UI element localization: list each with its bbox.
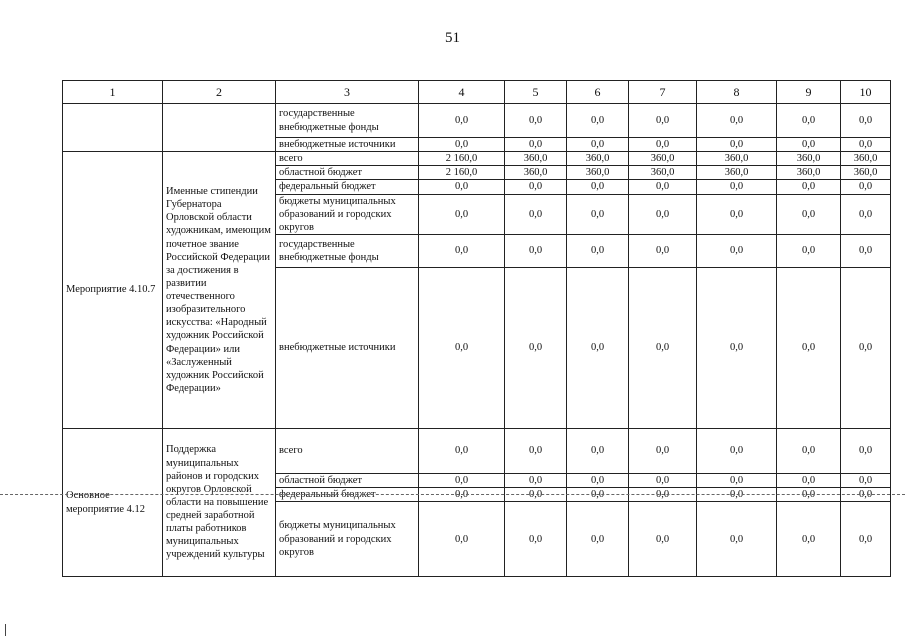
scan-margin-mark — [5, 624, 6, 636]
header-cell: 9 — [777, 81, 841, 104]
table-row — [63, 104, 891, 138]
header-cell: 3 — [276, 81, 419, 104]
value-cell: 0,0 — [841, 180, 891, 194]
value-cell: 0,0 — [419, 138, 505, 152]
value-cell: 0,0 — [629, 180, 697, 194]
source-cell: областной бюджет — [276, 166, 419, 180]
value-cell: 0,0 — [419, 502, 505, 577]
table-row — [63, 152, 891, 166]
value-cell: 0,0 — [629, 473, 697, 487]
value-cell: 0,0 — [841, 267, 891, 428]
header-cell: 8 — [697, 81, 777, 104]
value-cell: 0,0 — [777, 194, 841, 234]
value-cell: 0,0 — [777, 138, 841, 152]
header-cell: 10 — [841, 81, 891, 104]
value-cell: 0,0 — [567, 473, 629, 487]
value-cell: 0,0 — [419, 267, 505, 428]
header-cell: 7 — [629, 81, 697, 104]
source-cell: всего — [276, 152, 419, 166]
header-row — [63, 81, 891, 104]
value-cell: 0,0 — [567, 104, 629, 138]
header-cell: 6 — [567, 81, 629, 104]
value-cell: 360,0 — [841, 166, 891, 180]
value-cell: 360,0 — [841, 152, 891, 166]
page-number: 51 — [445, 30, 460, 46]
value-cell: 0,0 — [697, 234, 777, 267]
empty-name-cell — [163, 104, 276, 152]
value-cell: 0,0 — [629, 502, 697, 577]
source-cell: всего — [276, 428, 419, 473]
event-name: Поддержка муниципальных районов и городских округов Орловской области на повышение средней заработной платы работников муниципальных учреждений культуры — [163, 428, 276, 576]
scan-fold-line — [0, 494, 905, 495]
source-cell: федеральный бюджет — [276, 180, 419, 194]
value-cell: 0,0 — [419, 104, 505, 138]
value-cell: 0,0 — [777, 180, 841, 194]
value-cell: 0,0 — [505, 473, 567, 487]
value-cell: 0,0 — [505, 104, 567, 138]
value-cell: 2 160,0 — [419, 166, 505, 180]
value-cell: 0,0 — [777, 428, 841, 473]
value-cell: 0,0 — [697, 194, 777, 234]
value-cell: 0,0 — [697, 473, 777, 487]
value-cell: 0,0 — [697, 180, 777, 194]
value-cell: 0,0 — [777, 473, 841, 487]
value-cell: 0,0 — [505, 234, 567, 267]
empty-code-cell — [63, 104, 163, 152]
source-cell: бюджеты муниципальных образований и городских округов — [276, 194, 419, 234]
value-cell: 0,0 — [841, 194, 891, 234]
value-cell: 0,0 — [567, 194, 629, 234]
value-cell: 0,0 — [841, 104, 891, 138]
value-cell: 0,0 — [505, 138, 567, 152]
value-cell: 360,0 — [505, 166, 567, 180]
value-cell: 0,0 — [567, 234, 629, 267]
value-cell: 0,0 — [629, 194, 697, 234]
value-cell: 0,0 — [629, 267, 697, 428]
table-row — [63, 428, 891, 473]
value-cell: 360,0 — [697, 152, 777, 166]
value-cell: 0,0 — [777, 234, 841, 267]
budget-table — [62, 80, 891, 577]
value-cell: 0,0 — [841, 428, 891, 473]
value-cell: 0,0 — [777, 502, 841, 577]
value-cell: 0,0 — [419, 473, 505, 487]
value-cell: 0,0 — [697, 267, 777, 428]
value-cell: 0,0 — [505, 428, 567, 473]
value-cell: 360,0 — [629, 152, 697, 166]
value-cell: 360,0 — [697, 166, 777, 180]
event-code: Основное мероприятие 4.12 — [63, 428, 163, 576]
value-cell: 0,0 — [697, 502, 777, 577]
value-cell: 360,0 — [777, 152, 841, 166]
value-cell: 0,0 — [697, 488, 777, 502]
value-cell: 0,0 — [697, 138, 777, 152]
value-cell: 0,0 — [419, 234, 505, 267]
value-cell: 0,0 — [419, 488, 505, 502]
value-cell: 360,0 — [567, 166, 629, 180]
value-cell: 0,0 — [777, 267, 841, 428]
value-cell: 0,0 — [697, 104, 777, 138]
source-cell: внебюджетные источники — [276, 138, 419, 152]
value-cell: 360,0 — [777, 166, 841, 180]
value-cell: 0,0 — [841, 473, 891, 487]
header-cell: 5 — [505, 81, 567, 104]
value-cell: 360,0 — [505, 152, 567, 166]
header-cell: 2 — [163, 81, 276, 104]
value-cell: 0,0 — [841, 502, 891, 577]
value-cell: 0,0 — [567, 180, 629, 194]
source-cell: федеральный бюджет — [276, 488, 419, 502]
value-cell: 0,0 — [567, 488, 629, 502]
value-cell: 0,0 — [697, 428, 777, 473]
value-cell: 0,0 — [777, 104, 841, 138]
value-cell: 0,0 — [777, 488, 841, 502]
value-cell: 0,0 — [841, 138, 891, 152]
source-cell: внебюджетные источники — [276, 267, 419, 428]
value-cell: 0,0 — [567, 502, 629, 577]
value-cell: 0,0 — [629, 428, 697, 473]
value-cell: 0,0 — [629, 138, 697, 152]
event-code: Мероприятие 4.10.7 — [63, 152, 163, 429]
value-cell: 0,0 — [567, 138, 629, 152]
value-cell: 0,0 — [629, 488, 697, 502]
value-cell: 2 160,0 — [419, 152, 505, 166]
header-cell: 1 — [63, 81, 163, 104]
value-cell: 0,0 — [419, 194, 505, 234]
source-cell: бюджеты муниципальных образований и городских округов — [276, 502, 419, 577]
value-cell: 0,0 — [505, 194, 567, 234]
value-cell: 0,0 — [419, 180, 505, 194]
value-cell: 0,0 — [629, 234, 697, 267]
value-cell: 360,0 — [629, 166, 697, 180]
value-cell: 0,0 — [505, 488, 567, 502]
value-cell: 0,0 — [567, 428, 629, 473]
value-cell: 0,0 — [419, 428, 505, 473]
source-cell: государственные внебюджетные фонды — [276, 234, 419, 267]
value-cell: 0,0 — [841, 234, 891, 267]
value-cell: 360,0 — [567, 152, 629, 166]
source-cell: государственные внебюджетные фонды — [276, 104, 419, 138]
header-cell: 4 — [419, 81, 505, 104]
event-name: Именные стипендии Губернатора Орловской области художникам, имеющим почетное звание Российской Федерации за достижения в развитии отечественного изобразительного искусства: «Народный художник Российской Федерации» или «Заслуженный художник Российской Федерации» — [163, 152, 276, 429]
value-cell: 0,0 — [841, 488, 891, 502]
value-cell: 0,0 — [505, 180, 567, 194]
source-cell: областной бюджет — [276, 473, 419, 487]
value-cell: 0,0 — [567, 267, 629, 428]
value-cell: 0,0 — [629, 104, 697, 138]
value-cell: 0,0 — [505, 267, 567, 428]
value-cell: 0,0 — [505, 502, 567, 577]
